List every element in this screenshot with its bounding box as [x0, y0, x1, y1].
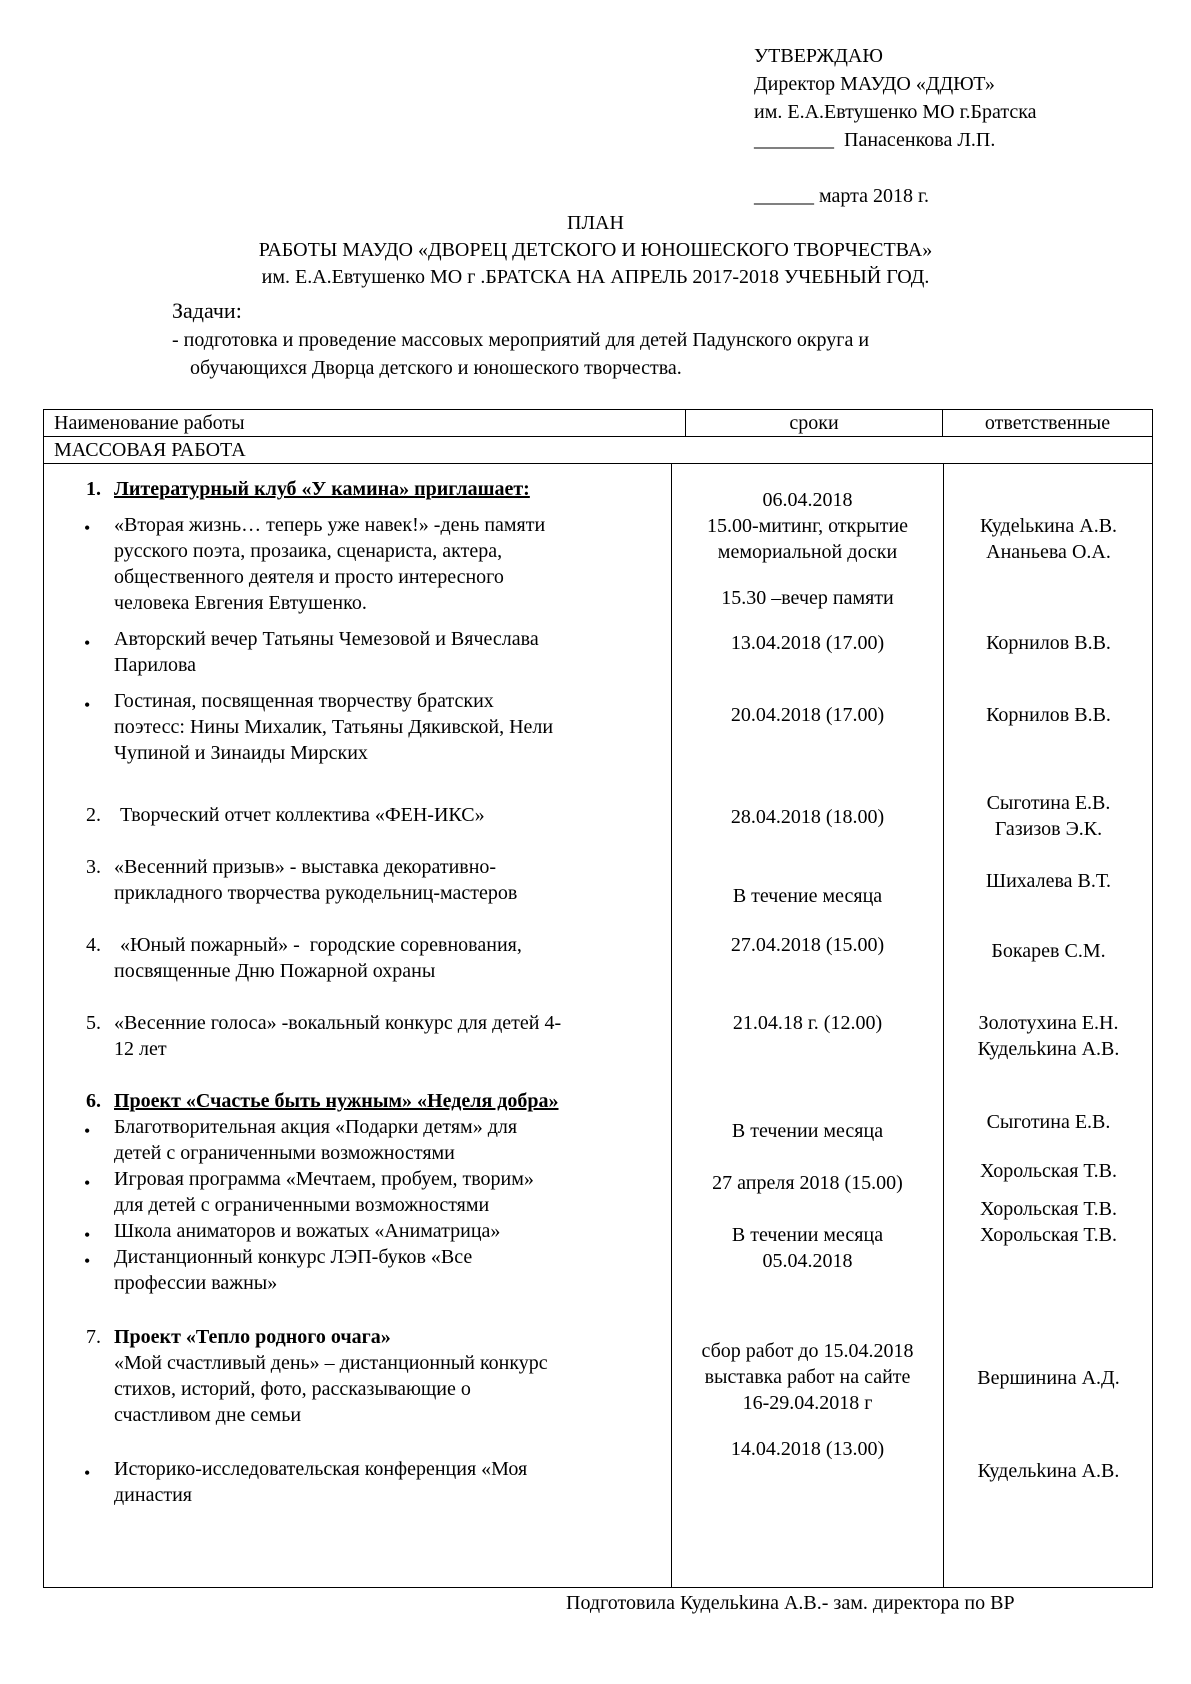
- item-title: Проект «Счастье быть нужным» «Неделя добра»: [114, 1090, 559, 1112]
- item-text: прикладного творчества рукодельниц-мастеров: [114, 882, 518, 904]
- item-text: общественного деятеля и просто интересного: [114, 566, 504, 588]
- item-text: для детей с ограниченными возможностями: [114, 1194, 490, 1216]
- item-number: 5.: [86, 1012, 101, 1034]
- item-text: детей с ограниченными возможностями: [114, 1142, 455, 1164]
- item-text: профессии важны»: [114, 1272, 278, 1294]
- item-date: 06.04.2018: [762, 489, 853, 511]
- item-text: династия: [114, 1484, 192, 1506]
- table-body-row: [44, 464, 1153, 1588]
- item-responsible: Хорольская Т.В.: [980, 1160, 1117, 1182]
- tasks-item: [172, 326, 1072, 382]
- item-responsible: Сыготина Е.В.: [986, 1111, 1111, 1133]
- item-date: 16-29.04.2018 г: [742, 1392, 873, 1414]
- table-body: [44, 464, 1153, 1588]
- approval-block: [754, 42, 1037, 210]
- item-date: В течении месяца: [731, 1120, 884, 1142]
- heading-line: ПЛАН: [567, 212, 624, 234]
- item-text: «Весенний призыв» - выставка декоративно-: [114, 856, 497, 878]
- item-text: Авторский вечер Татьяны Чемезовой и Вячеслава: [114, 628, 539, 650]
- item-text: 12 лет: [114, 1038, 167, 1060]
- item-text: человека Евгения Евтушенко.: [114, 592, 367, 614]
- item-number: 1.: [86, 478, 101, 500]
- prepared-by: Подготовила Кудельkина А.В.- зам. директора по ВР: [566, 1592, 1015, 1614]
- item-responsible: Золотухина Е.Н.: [978, 1012, 1119, 1034]
- item-text: «Весенние голоса» -вокальный конкурс для детей 4-: [114, 1012, 562, 1034]
- bullet-icon: •: [84, 1463, 91, 1483]
- item-responsible: Кудельkина А.В.: [977, 1038, 1120, 1060]
- bullet-icon: •: [84, 1251, 91, 1271]
- item-date: 28.04.2018 (18.00): [730, 806, 885, 828]
- item-responsible: Ананьева О.А.: [986, 541, 1111, 563]
- item-responsible: Шихалева В.Т.: [985, 870, 1112, 892]
- item-responsible: Сыготина Е.В.: [986, 792, 1111, 814]
- item-number: 2.: [86, 804, 101, 826]
- item-date: 15.00-митинг, открытие: [706, 515, 909, 537]
- approval-signature: ________ Панасенкова Л.П.: [754, 129, 996, 151]
- item-responsible: Корнилов В.В.: [986, 632, 1111, 654]
- item-text: Историко-исследовательская конференция «Моя: [114, 1458, 528, 1480]
- item-text: стихов, историй, фото, рассказывающие о: [114, 1378, 471, 1400]
- item-responsible: Кудельkина А.В.: [977, 1460, 1120, 1482]
- item-text: Чупиной и Зинаиды Мирских: [114, 742, 368, 764]
- bullet-icon: •: [84, 633, 91, 653]
- item-date: В течении месяца: [731, 1224, 884, 1246]
- document-heading: [0, 210, 1191, 291]
- item-date: 05.04.2018: [762, 1250, 853, 1272]
- item-responsible: Хорольская Т.В.: [980, 1198, 1117, 1220]
- item-title: Литературный клуб «У камина» приглашает:: [114, 478, 530, 500]
- heading-line: РАБОТЫ МАУДО «ДВОРЕЦ ДЕТСКОГО И ЮНОШЕСКОГО ТВОРЧЕСТВА»: [258, 239, 933, 261]
- item-date: 20.04.2018 (17.00): [730, 704, 885, 726]
- item-number: 3.: [86, 856, 101, 878]
- item-text: Гостиная, посвященная творчеству братских: [114, 690, 494, 712]
- item-date: 27.04.2018 (15.00): [730, 934, 885, 956]
- item-responsible: Вершинина А.Д.: [977, 1367, 1120, 1389]
- bullet-icon: •: [84, 1173, 91, 1193]
- item-text: «Юный пожарный» - городские соревнования,: [120, 934, 522, 956]
- item-date: выставка работ на сайте: [704, 1366, 911, 1388]
- approval-date: ______ марта 2018 г.: [754, 185, 929, 207]
- item-text: Парилова: [114, 654, 197, 676]
- bullet-icon: •: [84, 1225, 91, 1245]
- item-date: 13.04.2018 (17.00): [730, 632, 885, 654]
- item-date: 21.04.18 г. (12.00): [732, 1012, 883, 1034]
- header-dates: сроки: [686, 410, 943, 437]
- table-header-row: [44, 410, 1153, 437]
- item-text: поэтесс: Нины Михалик, Татьяны Дякивской, Нели: [114, 716, 554, 738]
- item-number: 6.: [86, 1090, 101, 1112]
- item-responsible: Газизов Э.К.: [994, 818, 1103, 840]
- item-text: Благотворительная акция «Подарки детям» для: [114, 1116, 518, 1138]
- item-responsible: Бокарев С.М.: [991, 940, 1106, 962]
- heading-line: им. Е.А.Евтушенко МО г .БРАТСКА НА АПРЕЛЬ 2017-2018 УЧЕБНЫЙ ГОД.: [261, 266, 930, 288]
- item-text: посвященные Дню Пожарной охраны: [114, 960, 436, 982]
- item-date: 27 апреля 2018 (15.00): [712, 1172, 903, 1194]
- item-responsible: Корнилов В.В.: [986, 704, 1111, 726]
- item-date: В течение месяца: [732, 885, 883, 907]
- bullet-icon: •: [84, 518, 91, 538]
- item-date: 15.30 –вечер памяти: [721, 587, 894, 609]
- item-date: 14.04.2018 (13.00): [730, 1438, 885, 1460]
- approval-line: им. Е.А.Евтушенко МО г.Братска: [754, 101, 1037, 123]
- tasks-title: Задачи:: [172, 298, 242, 323]
- approval-line: Директор МАУДО «ДДЮТ»: [754, 73, 995, 95]
- item-responsible: Хорольская Т.В.: [980, 1224, 1117, 1246]
- item-date: мемориальной доски: [717, 541, 898, 563]
- item-title: Проект «Тепло родного очага»: [114, 1326, 391, 1348]
- header-work: Наименование работы: [44, 410, 686, 437]
- tasks-line: - подготовка и проведение массовых мероприятий для детей Падунского округа и: [172, 329, 870, 351]
- item-responsible: Кудelькина А.В.: [979, 515, 1118, 537]
- plan-table: [43, 409, 1153, 1588]
- item-text: русского поэта, прозаика, сценариста, актера,: [114, 540, 503, 562]
- approval-line: УТВЕРЖДАЮ: [754, 45, 883, 67]
- tasks-line: обучающихся Дворца детского и юношеского творчества.: [190, 357, 682, 379]
- item-text: Дистанционный конкурс ЛЭП-буков «Все: [114, 1246, 473, 1268]
- item-text: счастливом дне семьи: [114, 1404, 302, 1426]
- bullet-icon: •: [84, 1121, 91, 1141]
- item-text: «Мой счастливый день» – дистанционный конкурс: [114, 1352, 548, 1374]
- item-date: сбор работ до 15.04.2018: [701, 1340, 914, 1362]
- item-text: «Вторая жизнь… теперь уже навек!» -день памяти: [114, 514, 546, 536]
- item-number: 7.: [86, 1326, 101, 1348]
- header-responsible: ответственные: [943, 410, 1153, 437]
- item-text: Школа аниматоров и вожатых «Аниматрица»: [114, 1220, 501, 1242]
- section-row: [44, 437, 1153, 464]
- section-title: МАССОВАЯ РАБОТА: [44, 437, 1153, 464]
- item-text: Творческий отчет коллектива «ФЕН-ИКС»: [120, 804, 485, 826]
- bullet-icon: •: [84, 695, 91, 715]
- item-text: Игровая программа «Мечтаем, пробуем, творим»: [114, 1168, 534, 1190]
- item-number: 4.: [86, 934, 101, 956]
